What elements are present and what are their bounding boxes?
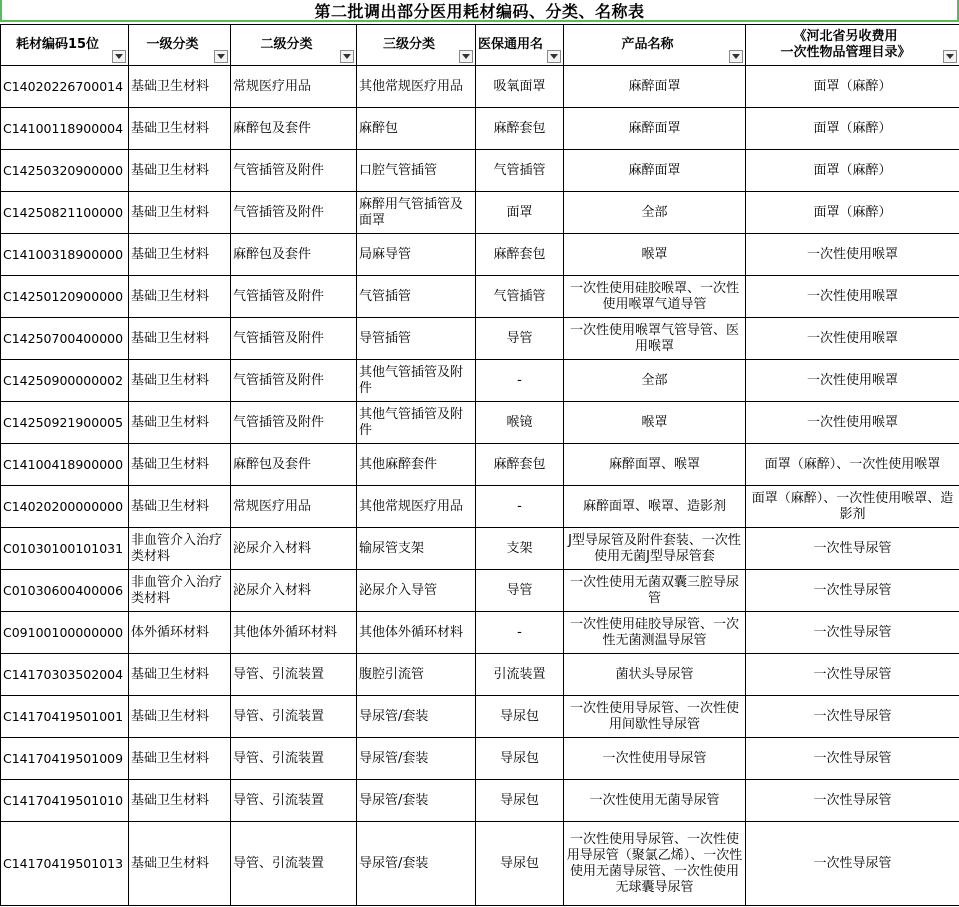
table-cell[interactable]: -	[476, 360, 564, 402]
table-cell[interactable]: 其他常规医疗用品	[357, 66, 476, 108]
table-cell[interactable]: C14250900000002	[1, 360, 129, 402]
table-cell[interactable]: 基础卫生材料	[129, 276, 231, 318]
table-cell[interactable]: 一次性使用喉罩	[746, 276, 959, 318]
column-header-2[interactable]	[231, 25, 357, 66]
table-cell[interactable]: 气管插管及附件	[231, 402, 357, 444]
table-cell[interactable]: 麻醉面罩	[564, 150, 746, 192]
table-cell[interactable]: 导尿管/套装	[357, 696, 476, 738]
table-cell[interactable]: C14100118900004	[1, 108, 129, 150]
dropdown-filter-icon[interactable]	[214, 50, 228, 63]
table-cell[interactable]: 基础卫生材料	[129, 822, 231, 906]
table-cell[interactable]: 基础卫生材料	[129, 192, 231, 234]
table-cell[interactable]: 一次性导尿管	[746, 528, 959, 570]
column-header-label: 三级分类	[382, 37, 435, 52]
column-header-label: 一级分类	[146, 37, 199, 52]
table-cell[interactable]: 导尿包	[476, 780, 564, 822]
header-row	[1, 25, 959, 66]
table-cell[interactable]: 导管	[476, 318, 564, 360]
table-row	[1, 780, 959, 822]
table-cell[interactable]: 泌尿介入材料	[231, 528, 357, 570]
table-cell[interactable]: 一次性导尿管	[746, 738, 959, 780]
table-cell[interactable]: 引流装置	[476, 654, 564, 696]
table-cell[interactable]: 导管、引流装置	[231, 654, 357, 696]
data-table	[0, 24, 959, 906]
chevron-down-icon	[732, 54, 740, 59]
table-cell[interactable]: 基础卫生材料	[129, 360, 231, 402]
table-cell[interactable]: 面罩（麻醉）、一次性使用喉罩	[746, 444, 959, 486]
table-cell[interactable]: 非血管介入治疗类材料	[129, 570, 231, 612]
table-cell[interactable]: 导尿管/套装	[357, 780, 476, 822]
table-cell[interactable]: 导尿包	[476, 696, 564, 738]
table-cell[interactable]: 气管插管	[476, 150, 564, 192]
table-cell[interactable]: 泌尿介入导管	[357, 570, 476, 612]
table-row	[1, 570, 959, 612]
table-cell[interactable]: 一次性使用喉罩	[746, 234, 959, 276]
column-header-4[interactable]	[476, 25, 564, 66]
table-body	[1, 66, 959, 906]
table-cell[interactable]: 菌状头导尿管	[564, 654, 746, 696]
table-cell[interactable]: C14170419501001	[1, 696, 129, 738]
dropdown-filter-icon[interactable]	[112, 50, 126, 63]
table-cell[interactable]: 面罩（麻醉）	[746, 66, 959, 108]
table-cell[interactable]: 全部	[564, 360, 746, 402]
table-cell[interactable]: 一次性使用导尿管、一次性使用间歇性导尿管	[564, 696, 746, 738]
table-cell[interactable]: 导尿管/套装	[357, 738, 476, 780]
table-cell[interactable]: -	[476, 612, 564, 654]
table-cell[interactable]: C01030100101031	[1, 528, 129, 570]
table-cell[interactable]: 一次性导尿管	[746, 570, 959, 612]
table-cell[interactable]: C14170419501010	[1, 780, 129, 822]
table-cell[interactable]: 一次性使用导尿管	[564, 738, 746, 780]
table-cell[interactable]: 麻醉包及套件	[231, 444, 357, 486]
table-cell[interactable]: 面罩（麻醉）	[746, 108, 959, 150]
table-row	[1, 108, 959, 150]
chevron-down-icon	[462, 54, 470, 59]
table-cell[interactable]: 其他体外循环材料	[357, 612, 476, 654]
table-cell[interactable]: 气管插管	[476, 276, 564, 318]
dropdown-filter-icon[interactable]	[729, 50, 743, 63]
table-cell[interactable]: C14250700400000	[1, 318, 129, 360]
table-cell[interactable]: 一次性使用硅胶导尿管、一次性无菌测温导尿管	[564, 612, 746, 654]
table-cell[interactable]: 支架	[476, 528, 564, 570]
table-cell[interactable]: 导管、引流装置	[231, 822, 357, 906]
table-cell[interactable]: C01030600400006	[1, 570, 129, 612]
table-cell[interactable]: 面罩（麻醉）、一次性使用喉罩、造影剂	[746, 486, 959, 528]
table-cell[interactable]: 一次性使用无菌导尿管	[564, 780, 746, 822]
table-row	[1, 444, 959, 486]
table-cell[interactable]: 基础卫生材料	[129, 654, 231, 696]
table-cell[interactable]: 其他气管插管及附件	[357, 402, 476, 444]
table-cell[interactable]: 麻醉包	[357, 108, 476, 150]
table-cell[interactable]: 麻醉用气管插管及面罩	[357, 192, 476, 234]
table-cell[interactable]: C14100318900000	[1, 234, 129, 276]
table-row	[1, 360, 959, 402]
table-cell[interactable]: C14170419501009	[1, 738, 129, 780]
table-cell[interactable]: 导管、引流装置	[231, 738, 357, 780]
chevron-down-icon	[550, 54, 558, 59]
column-header-label: 产品名称	[621, 37, 674, 52]
table-cell[interactable]: C09100100000000	[1, 612, 129, 654]
table-cell[interactable]: C14250921900005	[1, 402, 129, 444]
table-cell[interactable]: 一次性使用无菌双囊三腔导尿管	[564, 570, 746, 612]
table-cell[interactable]: 气管插管及附件	[231, 192, 357, 234]
table-cell[interactable]: 其他麻醉套件	[357, 444, 476, 486]
column-header-6[interactable]	[746, 25, 959, 66]
column-header-label: 二级分类	[260, 37, 313, 52]
table-cell[interactable]: 导管	[476, 570, 564, 612]
table-cell[interactable]: 其他气管插管及附件	[357, 360, 476, 402]
table-cell[interactable]: 喉罩	[564, 402, 746, 444]
table-cell[interactable]: 喉罩	[564, 234, 746, 276]
table-cell[interactable]: 基础卫生材料	[129, 780, 231, 822]
dropdown-filter-icon[interactable]	[547, 50, 561, 63]
table-cell[interactable]: 一次性使用喉罩	[746, 318, 959, 360]
table-cell[interactable]: 一次性使用喉罩气管导管、医用喉罩	[564, 318, 746, 360]
table-row	[1, 528, 959, 570]
column-header-label: 《河北省另收费用 一次性物品管理目录》	[780, 29, 911, 60]
table-cell[interactable]: 一次性使用喉罩	[746, 402, 959, 444]
table-row	[1, 234, 959, 276]
table-cell[interactable]: 导尿包	[476, 738, 564, 780]
table-row	[1, 486, 959, 528]
chevron-down-icon	[946, 54, 954, 59]
table-cell[interactable]: C14020226700014	[1, 66, 129, 108]
table-cell[interactable]: 麻醉面罩	[564, 66, 746, 108]
table-row	[1, 192, 959, 234]
table-cell[interactable]: C14250821100000	[1, 192, 129, 234]
column-header-label: 医保通用名	[478, 37, 544, 52]
table-cell[interactable]: 一次性使用硅胶喉罩、一次性使用喉罩气道导管	[564, 276, 746, 318]
dropdown-filter-icon[interactable]	[340, 50, 354, 63]
chevron-down-icon	[217, 54, 225, 59]
table-cell[interactable]: 基础卫生材料	[129, 402, 231, 444]
table-cell[interactable]: 气管插管及附件	[231, 360, 357, 402]
table-cell[interactable]: 一次性使用导尿管、一次性使用导尿管（聚氯乙烯）、一次性使用无菌导尿管、一次性使用无球囊导尿管	[564, 822, 746, 906]
table-cell[interactable]: 气管插管及附件	[231, 276, 357, 318]
table-cell[interactable]: 麻醉包及套件	[231, 108, 357, 150]
table-cell[interactable]: 吸氧面罩	[476, 66, 564, 108]
table-cell[interactable]: 基础卫生材料	[129, 696, 231, 738]
table-cell[interactable]: 基础卫生材料	[129, 738, 231, 780]
table-cell[interactable]: C14100418900000	[1, 444, 129, 486]
table-cell[interactable]: 局麻导管	[357, 234, 476, 276]
table-cell[interactable]: 常规医疗用品	[231, 66, 357, 108]
table-row	[1, 696, 959, 738]
table-cell[interactable]: 一次性导尿管	[746, 612, 959, 654]
table-cell[interactable]: 麻醉套包	[476, 108, 564, 150]
table-cell[interactable]: 基础卫生材料	[129, 66, 231, 108]
table-cell[interactable]: 体外循环材料	[129, 612, 231, 654]
table-cell[interactable]: C14250320900000	[1, 150, 129, 192]
table-cell[interactable]: 麻醉包及套件	[231, 234, 357, 276]
table-cell[interactable]: 喉镜	[476, 402, 564, 444]
table-row	[1, 738, 959, 780]
table-cell[interactable]: 基础卫生材料	[129, 150, 231, 192]
table-cell[interactable]: C14020200000000	[1, 486, 129, 528]
column-header-5[interactable]	[564, 25, 746, 66]
sheet-title: 第二批调出部分医用耗材编码、分类、名称表	[314, 1, 645, 21]
dropdown-filter-icon[interactable]	[459, 50, 473, 63]
table-row	[1, 318, 959, 360]
table-cell[interactable]: C14170419501013	[1, 822, 129, 906]
table-cell[interactable]: C14250120900000	[1, 276, 129, 318]
table-cell[interactable]: 麻醉套包	[476, 444, 564, 486]
table-cell[interactable]: 麻醉面罩	[564, 108, 746, 150]
table-cell[interactable]: 输尿管支架	[357, 528, 476, 570]
table-cell[interactable]: C14170303502004	[1, 654, 129, 696]
table-cell[interactable]: 一次性导尿管	[746, 654, 959, 696]
table-cell[interactable]: 基础卫生材料	[129, 234, 231, 276]
table-cell[interactable]: 导管、引流装置	[231, 696, 357, 738]
table-cell[interactable]: 基础卫生材料	[129, 444, 231, 486]
table-cell[interactable]: 全部	[564, 192, 746, 234]
column-header-0[interactable]	[1, 25, 129, 66]
table-cell[interactable]: 导管、引流装置	[231, 780, 357, 822]
table-cell[interactable]: 气管插管及附件	[231, 150, 357, 192]
table-cell[interactable]: 麻醉面罩、喉罩、造影剂	[564, 486, 746, 528]
table-cell[interactable]: 导管插管	[357, 318, 476, 360]
table-cell[interactable]: 常规医疗用品	[231, 486, 357, 528]
table-cell[interactable]: 导尿包	[476, 822, 564, 906]
table-cell[interactable]: 基础卫生材料	[129, 318, 231, 360]
table-cell[interactable]: 麻醉套包	[476, 234, 564, 276]
table-cell[interactable]: 其他体外循环材料	[231, 612, 357, 654]
chevron-down-icon	[115, 54, 123, 59]
table-row	[1, 654, 959, 696]
chevron-down-icon	[343, 54, 351, 59]
table-cell[interactable]: 一次性导尿管	[746, 822, 959, 906]
table-cell[interactable]: 泌尿介入材料	[231, 570, 357, 612]
table-cell[interactable]: 麻醉面罩、喉罩	[564, 444, 746, 486]
table-cell[interactable]: 一次性导尿管	[746, 696, 959, 738]
table-row	[1, 822, 959, 906]
table-cell[interactable]: 气管插管	[357, 276, 476, 318]
table-cell[interactable]: 一次性使用喉罩	[746, 360, 959, 402]
table-row	[1, 612, 959, 654]
table-cell[interactable]: 口腔气管插管	[357, 150, 476, 192]
table-cell[interactable]: 气管插管及附件	[231, 318, 357, 360]
table-row	[1, 402, 959, 444]
column-header-1[interactable]	[129, 25, 231, 66]
table-cell[interactable]: 基础卫生材料	[129, 486, 231, 528]
table-cell[interactable]: 基础卫生材料	[129, 108, 231, 150]
table-cell[interactable]: 一次性导尿管	[746, 780, 959, 822]
table-cell[interactable]: 面罩（麻醉）	[746, 150, 959, 192]
table-row	[1, 66, 959, 108]
sheet-title-cell[interactable]	[0, 0, 959, 22]
column-header-3[interactable]	[357, 25, 476, 66]
table-cell[interactable]: -	[476, 486, 564, 528]
table-row	[1, 150, 959, 192]
table-cell[interactable]: 导尿管/套装	[357, 822, 476, 906]
table-cell[interactable]: 其他常规医疗用品	[357, 486, 476, 528]
column-header-label: 耗材编码15位	[15, 37, 100, 52]
table-cell[interactable]: 面罩（麻醉）	[746, 192, 959, 234]
table-cell[interactable]: 非血管介入治疗类材料	[129, 528, 231, 570]
dropdown-filter-icon[interactable]	[943, 50, 957, 63]
table-cell[interactable]: 面罩	[476, 192, 564, 234]
table-row	[1, 276, 959, 318]
table-cell[interactable]: 腹腔引流管	[357, 654, 476, 696]
table-cell[interactable]: J型导尿管及附件套装、一次性使用无菌J型导尿管套	[564, 528, 746, 570]
